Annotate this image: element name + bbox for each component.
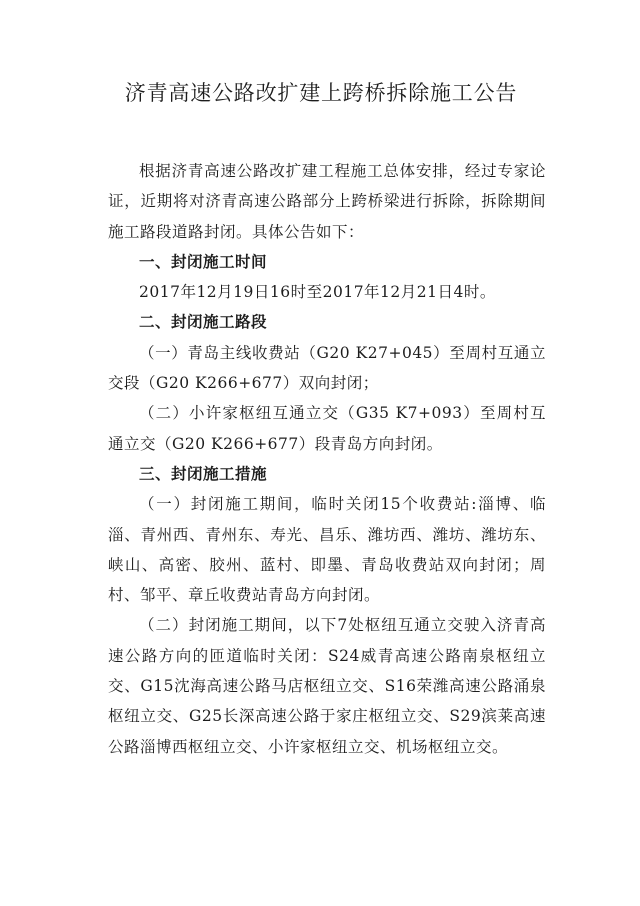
- section-closure-segments: [108, 307, 546, 458]
- section-closure-time: [108, 247, 546, 308]
- section-heading: 二、封闭施工路段: [139, 313, 268, 332]
- section-heading: 三、封闭施工措施: [139, 464, 268, 483]
- section-heading: 一、封闭施工时间: [139, 252, 268, 271]
- section-closure-measures: [108, 459, 546, 762]
- document-body: [108, 156, 546, 762]
- section-paragraph: （一）封闭施工期间，临时关闭15个收费站:淄博、临淄、青州西、青州东、寿光、昌乐、潍坊西、潍坊、潍坊东、峡山、高密、胶州、蓝村、即墨、青岛收费站双向封闭；周村、邹平、章丘收费站青岛方向封闭。: [108, 495, 546, 605]
- document-title: 济青高速公路改扩建上跨桥拆除施工公告: [124, 81, 518, 105]
- section-paragraph: 2017年12月19日16时至2017年12月21日4时。: [139, 283, 496, 302]
- section-paragraph: （二）封闭施工期间，以下7处枢纽互通立交驶入济青高速公路方向的匝道临时关闭：S24威青高速公路南泉枢纽立交、G15沈海高速公路马店枢纽立交、S16荣潍高速公路涌泉枢纽立交、G25长深高速公路于家庄枢纽立交、S29滨莱高速公路淄博西枢纽立交、小许家枢纽立交、机场枢纽立交。: [108, 616, 546, 756]
- intro-paragraph: 根据济青高速公路改扩建工程施工总体安排，经过专家论证，近期将对济青高速公路部分上跨桥梁进行拆除，拆除期间施工路段道路封闭。具体公告如下：: [108, 162, 546, 241]
- section-paragraph: （二）小许家枢纽互通立交（G35 K7+093）至周村互通立交（G20 K266+677）段青岛方向封闭。: [108, 404, 546, 453]
- section-paragraph: （一）青岛主线收费站（G20 K27+045）至周村互通立交段（G20 K266+677）双向封闭；: [108, 343, 546, 393]
